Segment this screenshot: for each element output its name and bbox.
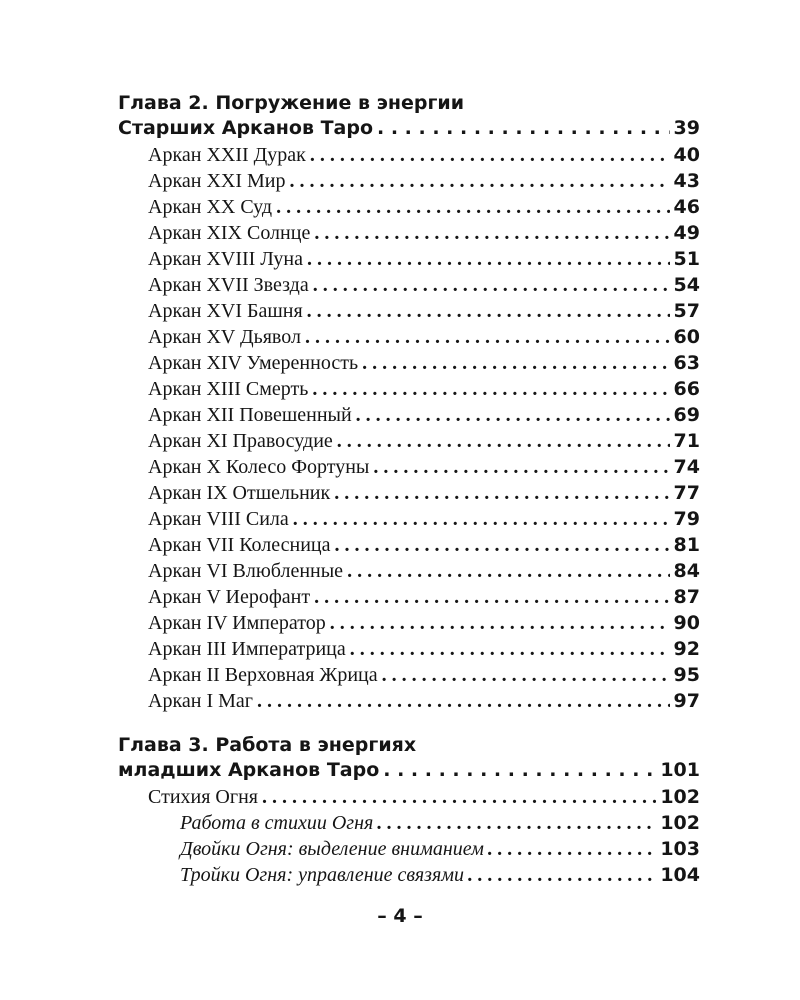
page-number: 69 <box>673 404 700 426</box>
dot-leader <box>257 690 670 713</box>
entry-title: Аркан XXI Мир <box>148 170 286 192</box>
dot-leader <box>377 812 656 835</box>
page-number: 104 <box>660 864 700 886</box>
entry-title: Аркан VIII Сила <box>148 508 289 530</box>
dot-leader <box>347 560 669 583</box>
toc-entry[interactable] <box>148 274 700 297</box>
toc-entry[interactable] <box>148 638 700 661</box>
dot-leader <box>373 456 669 479</box>
dot-leader <box>276 196 669 219</box>
subentry-title: Тройки Огня: управление связями <box>180 864 465 886</box>
page-number: 102 <box>660 812 700 834</box>
page-number: 57 <box>673 300 700 322</box>
entry-title: Аркан XIX Солнце <box>148 222 311 244</box>
page-number: 66 <box>673 378 700 400</box>
dot-leader <box>262 786 656 809</box>
page-number: 63 <box>673 352 700 374</box>
dot-leader <box>293 508 670 531</box>
toc-entry[interactable] <box>148 482 700 505</box>
toc-entry[interactable] <box>148 612 700 635</box>
dot-leader <box>312 378 669 401</box>
dot-leader <box>337 430 670 453</box>
toc-subentry[interactable] <box>180 812 700 835</box>
toc-entry[interactable] <box>148 534 700 557</box>
entry-title: Аркан XV Дьявол <box>148 326 301 348</box>
page-number: 49 <box>673 222 700 244</box>
dot-leader <box>335 534 670 557</box>
entry-title: Аркан V Иерофант <box>148 586 311 608</box>
chapter-2-entry[interactable] <box>118 117 700 139</box>
toc-entry[interactable] <box>148 248 700 271</box>
page-number: 51 <box>673 248 700 270</box>
dot-leader <box>314 222 669 245</box>
entry-title: Аркан XVIII Луна <box>148 248 303 270</box>
page-number: 81 <box>673 534 700 556</box>
dot-leader <box>350 638 670 661</box>
dot-leader <box>307 300 670 323</box>
entry-title: Аркан IV Император <box>148 612 326 634</box>
toc-entry[interactable] <box>148 352 700 375</box>
toc-entry[interactable] <box>148 170 700 193</box>
dot-leader <box>289 170 669 193</box>
dot-leader <box>383 759 656 781</box>
page-number: 46 <box>673 196 700 218</box>
page-number: 40 <box>673 144 700 166</box>
page-number: 101 <box>660 759 700 781</box>
entry-title: Аркан I Маг <box>148 690 253 712</box>
toc-entry[interactable] <box>148 144 700 167</box>
toc-entry[interactable] <box>148 196 700 219</box>
entry-title: Аркан IX Отшельник <box>148 482 331 504</box>
chapter-3-title: Глава 3. Работа в энергиях <box>118 734 417 756</box>
chapter-2-title: Глава 2. Погружение в энергии <box>118 92 465 114</box>
entry-title: Аркан VII Колесница <box>148 534 331 556</box>
dot-leader <box>307 248 670 271</box>
page-number: 43 <box>673 170 700 192</box>
toc-entry[interactable] <box>148 560 700 583</box>
page-number: 103 <box>660 838 700 860</box>
dot-leader <box>382 664 670 687</box>
dot-leader <box>468 864 656 887</box>
chapter-2-subtitle: Старших Арканов Таро <box>118 117 374 139</box>
toc-entry[interactable] <box>148 222 700 245</box>
toc-entry[interactable] <box>148 456 700 479</box>
page-number: 87 <box>673 586 700 608</box>
page-number: 92 <box>673 638 700 660</box>
page-number: 39 <box>673 117 700 139</box>
dot-leader <box>310 144 670 167</box>
entry-title: Аркан XVII Звезда <box>148 274 309 296</box>
entry-title: Аркан XIV Умеренность <box>148 352 359 374</box>
entry-title: Аркан XI Правосудие <box>148 430 333 452</box>
page-footer-number: – 4 – <box>377 905 423 927</box>
chapter-3-subtitle: младших Арканов Таро <box>118 759 380 781</box>
dot-leader <box>488 838 656 861</box>
toc-entry[interactable] <box>148 586 700 609</box>
entry-title: Аркан XXII Дурак <box>148 144 306 166</box>
entry-title: Аркан X Колесо Фортуны <box>148 456 370 478</box>
toc-entry[interactable] <box>148 430 700 453</box>
toc-entry[interactable] <box>148 664 700 687</box>
page-number: 95 <box>673 664 700 686</box>
dot-leader <box>330 612 670 635</box>
subentry-title: Двойки Огня: выделение вниманием <box>180 838 484 860</box>
toc-entry[interactable] <box>148 326 700 349</box>
toc-entry[interactable] <box>148 300 700 323</box>
toc-subentry[interactable] <box>180 838 700 861</box>
chapter-3-entry[interactable] <box>118 759 700 781</box>
entry-title: Аркан XIII Смерть <box>148 378 309 400</box>
toc-section-entry[interactable] <box>148 786 700 809</box>
toc-entry[interactable] <box>148 404 700 427</box>
toc-entry[interactable] <box>148 378 700 401</box>
entry-title: Аркан XX Суд <box>148 196 273 218</box>
entry-title: Аркан XVI Башня <box>148 300 303 322</box>
toc-subentry[interactable] <box>180 864 700 887</box>
entry-title: Аркан III Императрица <box>148 638 346 660</box>
entry-title: Аркан VI Влюбленные <box>148 560 344 582</box>
page-number: 54 <box>673 274 700 296</box>
dot-leader <box>362 352 669 375</box>
page-number: 97 <box>673 690 700 712</box>
dot-leader <box>356 404 670 427</box>
page-number: 74 <box>673 456 700 478</box>
dot-leader <box>313 274 670 297</box>
page-number: 77 <box>673 482 700 504</box>
dot-leader <box>377 117 670 139</box>
page-number: 84 <box>673 560 700 582</box>
dot-leader <box>334 482 669 505</box>
entry-title: Аркан II Верховная Жрица <box>148 664 378 686</box>
subentry-title: Работа в стихии Огня <box>180 812 374 834</box>
dot-leader <box>314 586 669 609</box>
page-number: 79 <box>673 508 700 530</box>
section-title: Стихия Огня <box>148 786 258 808</box>
toc-entry[interactable] <box>148 508 700 531</box>
page-number: 102 <box>660 786 700 808</box>
toc-entry[interactable] <box>148 690 700 713</box>
entry-title: Аркан XII Повешенный <box>148 404 352 426</box>
dot-leader <box>305 326 670 349</box>
page-number: 60 <box>673 326 700 348</box>
page-number: 71 <box>673 430 700 452</box>
page-number: 90 <box>673 612 700 634</box>
